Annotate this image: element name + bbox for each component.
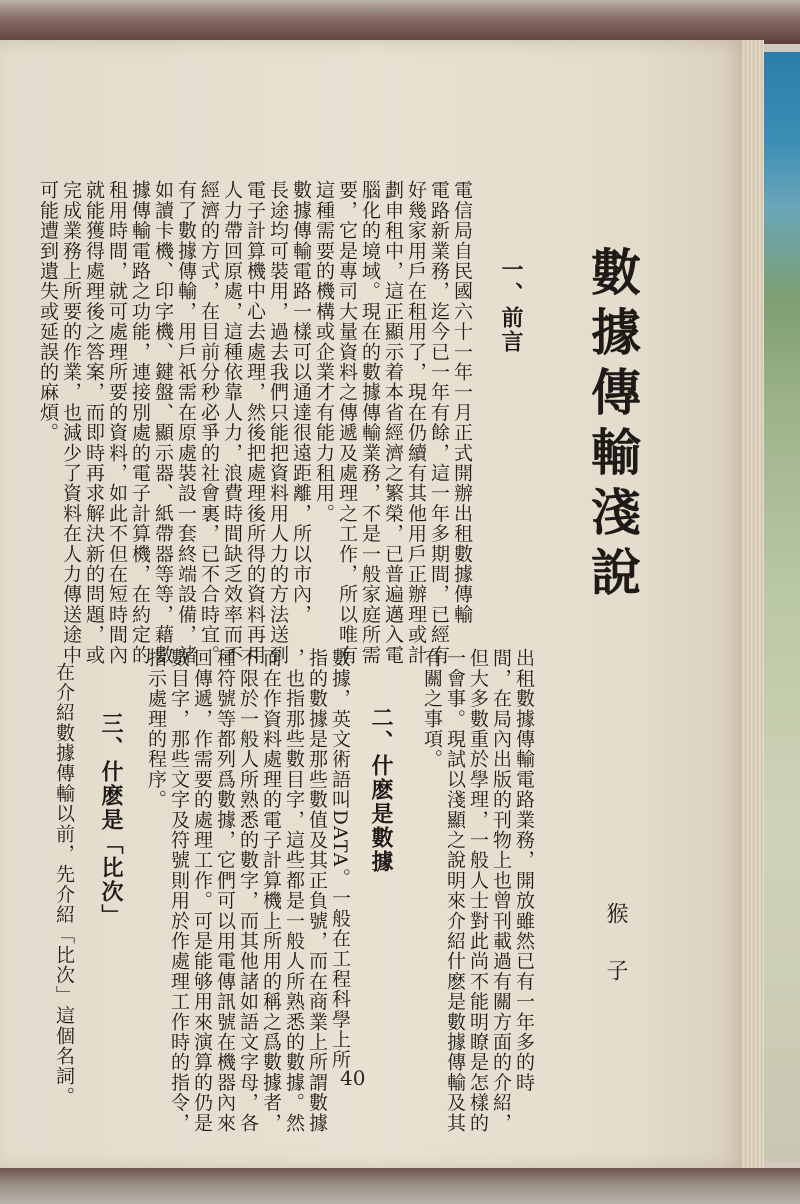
section-heading-intro: 一、前言 xyxy=(498,258,524,354)
body-column: 指示處理的程序。 xyxy=(145,648,167,810)
body-column: 有了數據傳輸，用戶祇需在原處裝設一套終端設備，諸 xyxy=(175,180,197,665)
body-column: 但大多數重於學理，一般人士對此尚不能明瞭是怎樣的 xyxy=(467,648,489,1133)
body-column: 這種需要的機構或企業才有能力租用。 xyxy=(313,180,335,524)
body-column: 數目字，那些文字及符號則用於作處理工作時的指令， xyxy=(168,648,190,1133)
body-column: 經濟的方式，在目前分秒必爭的社會裏，已不合時宜。 xyxy=(198,180,220,665)
body-column: 如讀卡機、印字機、鍵盤、顯示器、紙帶器等等，藉數 xyxy=(152,180,174,665)
body-column: 一會事。現試以淺顯之說明來介紹什麽是數據傳輸及其 xyxy=(444,648,466,1133)
body-column: 電信局自民國六十一年一月正式開辦出租數據傳輸 xyxy=(451,180,473,625)
intro-lead-body xyxy=(420,648,535,1133)
body-column: 人力帶回原處，這種依靠人力，浪費時間缺乏效率而不 xyxy=(221,180,243,665)
body-column: 數據，英文術語叫DATA。一般在工程科學上所 xyxy=(329,648,351,1070)
body-column: 種符號等都列爲數據，它們可以用電傳訊號在機器內來 xyxy=(214,648,236,1133)
section-heading-data: 二、什麽是數據 xyxy=(368,706,394,874)
page-edge-stack xyxy=(742,40,764,1170)
book-cover-top xyxy=(0,0,800,44)
body-column: 據傳輸電路之功能，連接別處的電子計算機，在約定的 xyxy=(129,180,151,665)
body-column: 好幾家用戶在租用了，現在仍續有其他用戶正辦理或計 xyxy=(405,180,427,665)
body-column: 可能遭到遺失或延誤的麻煩。 xyxy=(37,180,59,443)
body-column: 就能獲得處理後之答案，而即時再求解決新的問題，或 xyxy=(83,180,105,665)
body-column: 間，在局內出版的刊物上也曾刊載過有關方面的介紹， xyxy=(490,648,512,1133)
body-column: 不限於一般人所熟悉的數字，而其他諸如語文字母，各 xyxy=(237,648,259,1133)
section-bit-body xyxy=(52,662,75,1106)
article-title: 數據傳輸淺說 xyxy=(583,246,642,606)
body-column: 指的數據是那些數值及其正負號，而在商業上所謂數據 xyxy=(306,648,328,1133)
article-author: 猴 子 xyxy=(603,902,628,995)
page-number: 40 xyxy=(340,1066,366,1090)
next-page-photo-strip xyxy=(764,52,800,1162)
section-data-body xyxy=(144,648,351,1133)
body-column: 回傳遞，作需要的處理工作。可是能够用來演算的仍是 xyxy=(191,648,213,1133)
body-column: 電子計算機中心去處理，然後把處理後所得的資料再用 xyxy=(244,180,266,665)
body-column: 而在作資料處理的電子計算機上所用的稱之爲數據者， xyxy=(260,648,282,1133)
body-column: 數據傳輸電路一樣可以通達很遠距離，所以市內， xyxy=(290,180,312,625)
body-column: ，也指那些數目字，這些都是一般人所熟悉的數據。然 xyxy=(283,648,305,1133)
body-column: 完成業務上所要的作業，也減少了資料在人力傳送途中 xyxy=(60,180,82,665)
body-column: 在介紹數據傳輸以前，先介紹「比次」這個名詞。 xyxy=(53,662,75,1107)
body-column: 劃申租中，這正顯示着本省經濟之繁榮，已普遍邁入電 xyxy=(382,180,404,665)
body-column: 腦化的境域。現在的數據傳輸業務，不是一般家庭所需 xyxy=(359,180,381,665)
body-column: 電路新業務，迄今已一年有餘，這一年多期間，已經有 xyxy=(428,180,450,665)
section-heading-bit: 三、什麽是「比次」 xyxy=(98,712,124,928)
body-column: 長途均可裝用，過去我們只能把資料用人力的方法送到 xyxy=(267,180,289,665)
book-cover-bottom xyxy=(0,1168,800,1204)
section-intro-body xyxy=(36,180,473,665)
body-column: 有關之事項。 xyxy=(421,648,443,770)
body-column: 出租數據傳輸電路業務，開放雖然已有一年多的時 xyxy=(513,648,535,1093)
body-column: 要，它是專司大量資料之傳遞及處理之工作，所以唯有 xyxy=(336,180,358,665)
body-column: 租用時間，就可處理所要的資料，如此不但在短時間內 xyxy=(106,180,128,665)
